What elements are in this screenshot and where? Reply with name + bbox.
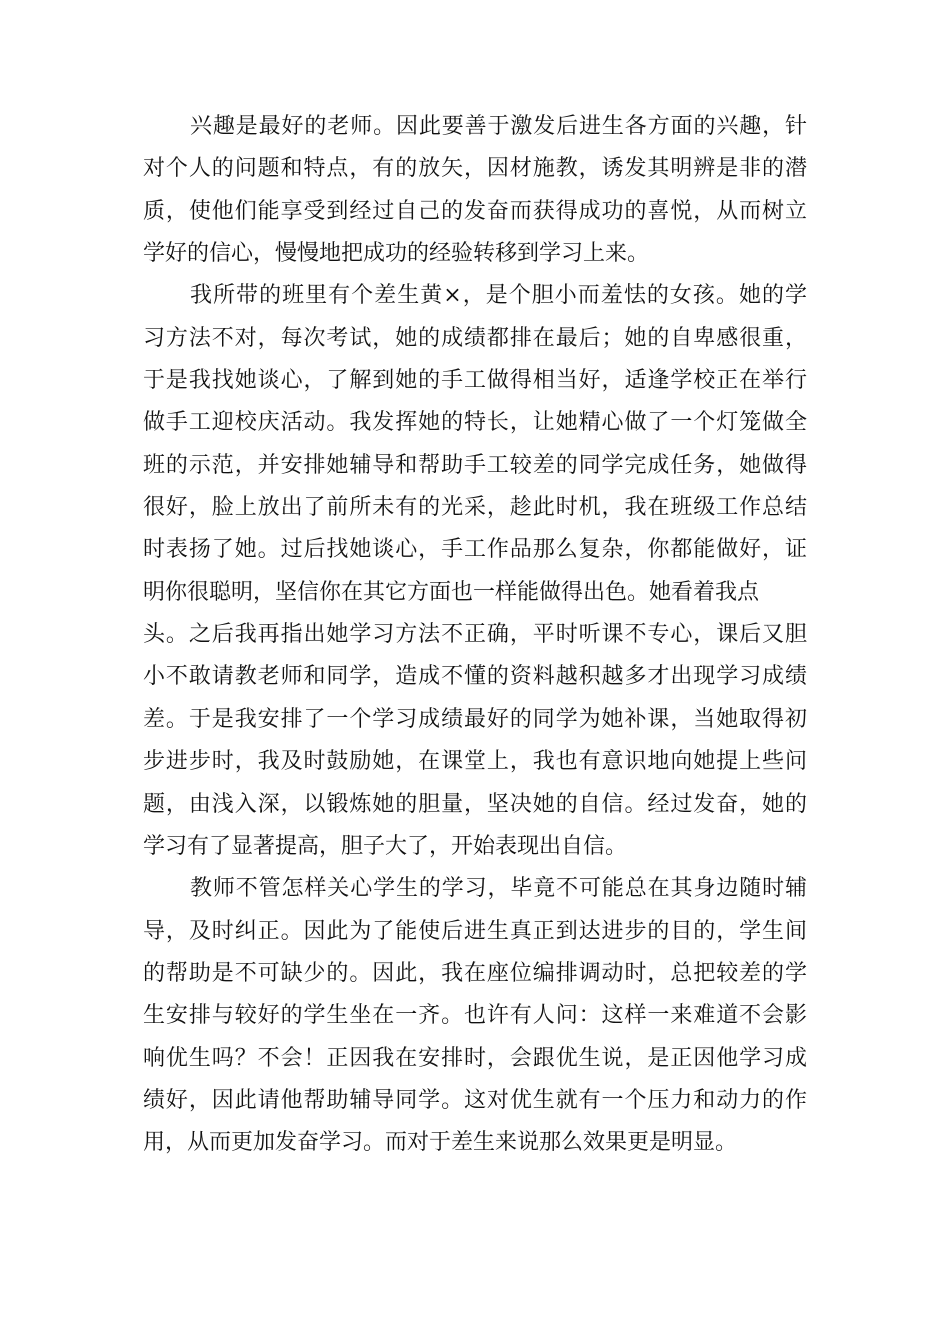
text-line: 导，及时纠正。因此为了能使后进生真正到达进步的目的，学生间 (143, 918, 807, 944)
text-line: 于是我找她谈心，了解到她的手工做得相当好，适逢学校正在举行 (143, 368, 807, 394)
paragraph-3 (143, 868, 807, 1164)
text-line: 明你很聪明，坚信你在其它方面也一样能做得出色。她看着我点 (143, 579, 760, 605)
text-line: 差。于是我安排了一个学习成绩最好的同学为她补课，当她取得初 (143, 706, 807, 732)
text-line: 对个人的问题和特点，有的放矢，因材施教，诱发其明辨是非的潜 (143, 156, 807, 182)
paragraph-1 (143, 106, 807, 275)
text-line: 做手工迎校庆活动。我发挥她的特长，让她精心做了一个灯笼做全 (143, 410, 807, 436)
text-line: 生安排与较好的学生坐在一齐。也许有人问：这样一来难道不会影 (143, 1003, 807, 1029)
text-line: 很好，脸上放出了前所未有的光采，趁此时机，我在班级工作总结 (143, 495, 807, 521)
text-line: 习方法不对，每次考试，她的成绩都排在最后；她的自卑感很重， (143, 325, 807, 351)
text-line: 时表扬了她。过后找她谈心，手工作品那么复杂，你都能做好，证 (143, 537, 807, 563)
text-line: 学好的信心，慢慢地把成功的经验转移到学习上来。 (143, 241, 650, 267)
paragraph-2 (143, 275, 807, 868)
text-line: 学习有了显著提高，胆子大了，开始表现出自信。 (143, 833, 628, 859)
text-line: 题，由浅入深，以锻炼她的胆量，坚决她的自信。经过发奋，她的 (143, 791, 807, 817)
text-line: 我所带的班里有个差生黄×，是个胆小而羞怯的女孩。她的学 (190, 283, 807, 309)
text-line: 绩好，因此请他帮助辅导同学。这对优生就有一个压力和动力的作 (143, 1087, 807, 1113)
document-body (143, 106, 807, 1165)
text-line: 用，从而更加发奋学习。而对于差生来说那么效果更是明显。 (143, 1130, 738, 1156)
text-line: 班的示范，并安排她辅导和帮助手工较差的同学完成任务，她做得 (143, 452, 807, 478)
text-line: 小不敢请教老师和同学，造成不懂的资料越积越多才出现学习成绩 (143, 664, 807, 690)
text-line: 头。之后我再指出她学习方法不正确，平时听课不专心，课后又胆 (143, 622, 807, 648)
text-line: 步进步时，我及时鼓励她，在课堂上，我也有意识地向她提上些问 (143, 749, 807, 775)
text-line: 响优生吗？不会！正因我在安排时，会跟优生说，是正因他学习成 (143, 1045, 807, 1071)
text-line: 教师不管怎样关心学生的学习，毕竟不可能总在其身边随时辅 (190, 876, 807, 902)
text-line: 质，使他们能享受到经过自己的发奋而获得成功的喜悦，从而树立 (143, 198, 807, 224)
text-line: 兴趣是最好的老师。因此要善于激发后进生各方面的兴趣，针 (190, 114, 807, 139)
text-line: 的帮助是不可缺少的。因此，我在座位编排调动时，总把较差的学 (143, 960, 807, 986)
